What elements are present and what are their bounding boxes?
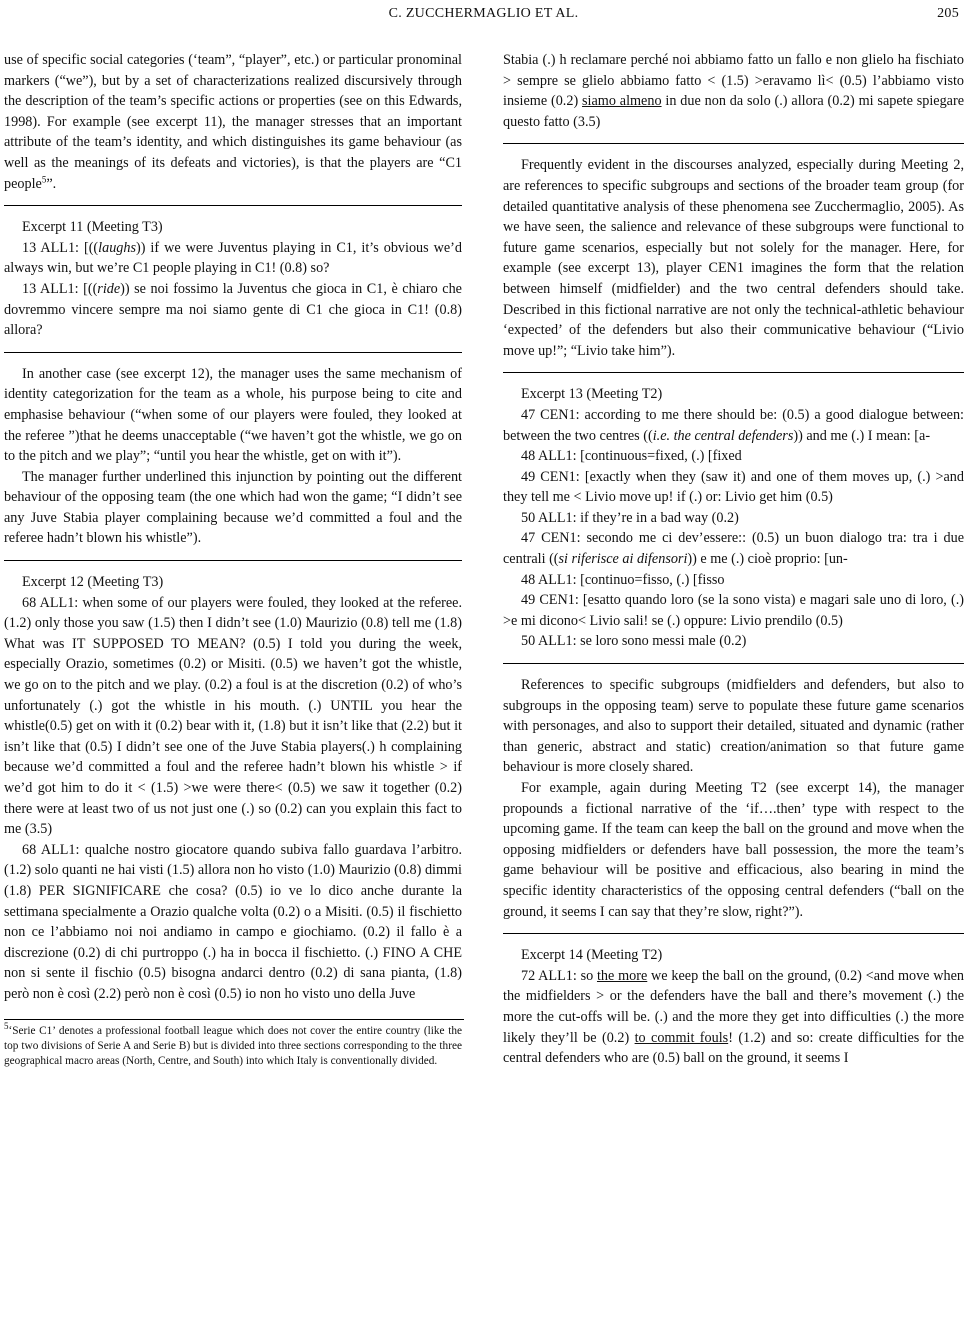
excerpt-title: Excerpt 11 (Meeting T3) xyxy=(22,219,163,236)
transcript-line: 48 ALL1: [continuous=fixed, (.) [fixed xyxy=(521,448,742,465)
transcript-line: 49 CEN1: [esatto quando loro (se la sono vista) e magari sale uno di loro, (.) >e mi dicono< Livio sali! se (.) oppure: Livio prendilo (0.5) xyxy=(503,592,964,629)
paragraph: For example, again during Meeting T2 (see excerpt 14), the manager propounds a fictional narrative of the ‘if….then’ type with respect to the upcoming game. If the team can keep the ball on the ground and move when the opposing midfielders or defenders have ball possession, the more the team’s game behaviour will be positive and efficacious, also bearing in mind the specific identity characteristics of the opposing central defenders (“ball on the ground, it seems I can say that they’re slow, right?”). xyxy=(503,780,964,920)
running-head: C. ZUCCHERMAGLIO ET AL. xyxy=(388,6,579,21)
footnote: $^5$‘Serie C1’ denotes a professional football league which does not cover the entire country (like the top two divisions of Serie A and Serie B) but is divided into three sections corresponding to the three geographical macro areas (North, Centre, and South) into which Italy is conventionally divided. xyxy=(4,1020,462,1068)
excerpt-title: Excerpt 13 (Meeting T2) xyxy=(521,386,663,403)
excerpt-title: Excerpt 14 (Meeting T2) xyxy=(521,947,663,964)
footnote-rule xyxy=(4,1019,464,1020)
transcript-line: 49 CEN1: [exactly when they (saw it) and one of them moves up, (.) >and they tell me < Livio move up! if (.) or: Livio get him (0.5) xyxy=(503,468,964,506)
paragraph: In another case (see excerpt 12), the manager uses the same mechanism of identity categorization for the team as a whole, his purpose being to cite and emphasise behaviour (“when some of our players were fouled, they looked at the referee ”)that he deems unacceptable (“we haven’t got the whistle, we go on to the pitch and we play”; “until you hear the whistle, get on with it”). xyxy=(4,365,462,465)
transcript-line: 47 CEN1: secondo me ci dev’essere:: (0.5) un buon dialogo tra: tra i due centrali ((si riferisce ai difensori)) e me (.) cioè proprio: [un- xyxy=(503,530,964,568)
transcript-line: 50 ALL1: se loro sono messi male (0.2) xyxy=(521,633,747,650)
excerpt-rule xyxy=(4,352,462,353)
transcript-line: 48 ALL1: [continuo=fisso, (.) [fisso xyxy=(521,571,725,588)
transcript-line: 72 ALL1: so the more we keep the ball on the ground, (0.2) <and move when the midfielders > or the defenders have the ball and there’s movement (.) the more the cut-offs will be. (.) and the more they get into difficulties (.) the more likely they’ll be (0.2) to commit fouls! (1.2) and so: create difficulties for the central defenders who are (0.5) ball on the ground, it seems I xyxy=(503,967,964,1067)
transcript-line: 47 CEN1: according to me there should be: (0.5) a good dialogue between: between the two centres ((i.e. the central defenders)) and me (.) I mean: [a- xyxy=(503,406,964,444)
right-column xyxy=(503,50,964,1069)
excerpt-title: Excerpt 12 (Meeting T3) xyxy=(22,574,164,591)
excerpt-rule xyxy=(4,205,462,206)
transcript-line: 13 ALL1: [((laughs)) if we were Juventus playing in C1, it’s obvious we’d always win, but we’re C1 people playing in C1! (0.8) so? xyxy=(4,239,462,277)
transcript-line: 68 ALL1: qualche nostro giocatore quando subiva fallo guardava l’arbitro. (1.2) solo quanti ne hai visti (1.5) allora non ho visto (1.0) Maurizio (0.8) dimmi (1.8) PER SIGNIFICARE che cosa? (0.5) io ve lo dico anche durante la settimana specialmente a Orazio qualche volta (0.2) o a Misiti. (0.5) il fischietto non ce l’abbiamo noi noi andiamo in campo e giochiamo. (0.2) il fallo è a discrezione (0.2) di chi purtroppo (.) ha in bocca il fischietto. (.) FINO A CHE non si sente il fischio (0.5) bisogna andarci dentro (0.2) di sana pianta, (1.8) però non è così (2.2) però non è così (0.5) io non ho visto uno della Juve xyxy=(4,841,462,1002)
transcript-line: Stabia (.) h reclamare perché noi abbiamo fatto un fallo e non glielo ha fischiato > sempre se glielo abbiamo fatto < (1.5) >eravamo lì< (0.5) l’abbiamo visto insieme (0.2) siamo almeno in due non da solo (.) allora (0.2) mi sapete spiegare questo fatto (3.5) xyxy=(503,52,964,130)
transcript-line: 13 ALL1: [((ride)) se noi fossimo la Juventus che gioca in C1, è chiaro che dovremmo vincere sempre ma noi siamo gente di C1 che gioca in C1! (0.8) allora? xyxy=(4,280,462,339)
transcript-line: 50 ALL1: if they’re in a bad way (0.2) xyxy=(521,509,739,526)
paragraph: use of specific social categories (‘team”, “player”, etc.) or particular pronominal markers (“we”), but by a set of characterizations realized discursively through the description of the team’s specific actions or properties (see on this Edwards, 1998). For example (see excerpt 11), the manager stresses that an important attribute of the team’s identity, and which distinguishes its game behaviour (as well as the meanings of its defeats and victories), is that the players are “C1 people$^5$”. xyxy=(4,52,462,192)
footnote-marker: 5 xyxy=(41,173,47,184)
excerpt-rule xyxy=(4,560,462,561)
paragraph: References to specific subgroups (midfielders and defenders, but also to subgroups in the opposing team) serve to populate these future game scenarios with personages, and also to support their detailed, situated and dynamic (rather than generic, abstract and static) creation/animation so that future game behaviour is more closely shared. xyxy=(503,677,964,776)
paragraph: Frequently evident in the discourses analyzed, especially during Meeting 2, are references to specific subgroups and sections of the broader team group (for detailed quantitative analysis of these phenomena see Zucchermaglio, 2005). As we have seen, the salience and relevance of these subgroups were functional to future game scenarios, especially but not solely for the manager. Here, for example (see excerpt 13), player CEN1 imagines the form that the relation between himself (midfielder) and the two central defenders should take. Described in this fictional narrative are not only the technical-athletic behaviour ‘expected’ of the defenders but also their communicative behaviour (“Livio move up!”; “Livio take him”). xyxy=(503,157,964,359)
page-number: 205 xyxy=(937,6,959,21)
excerpt-rule xyxy=(503,372,964,373)
paragraph: The manager further underlined this injunction by pointing out the different behaviour of the opposing team (the one which had won the game; “I didn’t see any Juve Stabia player complaining because we’d committed a foul and the referee hadn’t blown his whistle”). xyxy=(4,468,462,547)
excerpt-rule xyxy=(503,143,964,144)
excerpt-rule xyxy=(503,933,964,934)
transcript-line: 68 ALL1: when some of our players were fouled, they looked at the referee. (1.2) only those you saw (1.5) then I didn’t see (1.0) Maurizio (0.8) tell me (1.8) What was IT SUPPOSED TO MEAN? (0.5) I told you during the week, especially Orazio, sometimes (0.2) or Misiti. (0.5) we haven’t got the whistle, we go on to the pitch and we play. (0.2) a foul is at the discretion (0.2) of who’s unfortunately (.) got the whistle in his mouth. (.) UNTIL you hear the whistle(0.5) get on with it (0.2) bear with it, (1.8) but it isn’t like that (2.2) but it isn’t like that (0.5) I didn’t see one of the Juve Stabia players(.) h complaining because we’d committed a foul and the referee hadn’t blown his whistle > if we’d got him to do it < (1.5) >we were there< (0.5) we saw it together (0.2) there were at least two of us not just one (.) so (0.2) can you explain this fact to me (3.5) xyxy=(4,594,462,838)
left-column xyxy=(4,50,462,1069)
excerpt-rule xyxy=(503,663,964,664)
page-header xyxy=(0,6,967,26)
